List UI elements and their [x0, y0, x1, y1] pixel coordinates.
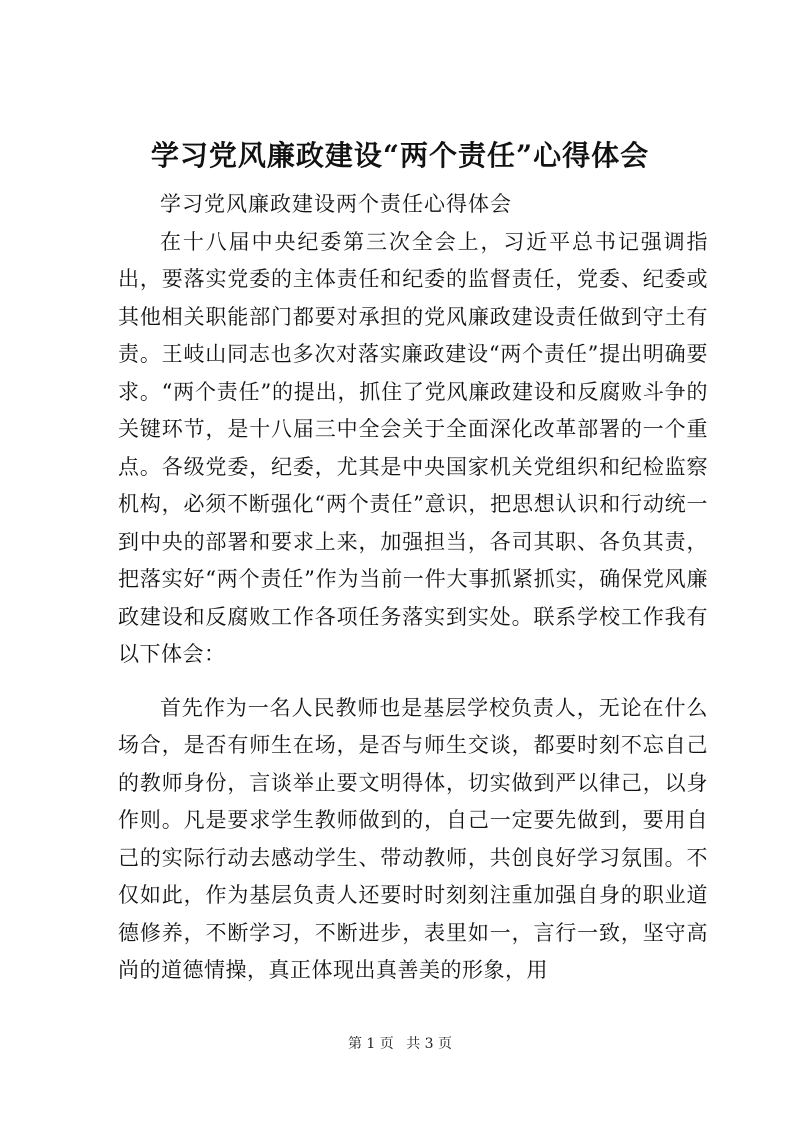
body-paragraph-2: 首先作为一名人民教师也是基层学校负责人，无论在什么场合，是否有师生在场，是否与师生交谈，都要时刻不忘自己的教师身份，言谈举止要文明得体，切实做到严以律己，以身作则。凡是要求学生教师做到的，自己一定要先做到，要用自己的实际行动去感动学生、带动教师，共创良好学习氛围。不仅如此，作为基层负责人还要时时刻刻注重加强自身的职业道德修养，不断学习，不断进步，表里如一，言行一致，坚守高尚的道德情操，真正体现出真善美的形象，用	[118, 695, 708, 982]
page-number: 第 1 页	[347, 1036, 394, 1052]
document-subtitle: 学习党风廉政建设两个责任心得体会	[160, 192, 512, 216]
body-paragraph-1: 在十八届中央纪委第三次全会上，习近平总书记强调指出，要落实党委的主体责任和纪委的监督责任，党委、纪委或其他相关职能部门都要对承担的党风廉政建设责任做到守土有责。王岐山同志也多次对落实廉政建设“两个责任”提出明确要求。“两个责任”的提出，抓住了党风廉政建设和反腐败斗争的关键环节，是十八届三中全会关于全面深化改革部署的一个重点。各级党委，纪委，尤其是中央国家机关党组织和纪检监察机构，必须不断强化“两个责任”意识，把思想认识和行动统一到中央的部署和要求上来，加强担当，各司其职、各负其责，把落实好“两个责任”作为当前一件大事抓紧抓实，确保党风廉政建设和反腐败工作各项任务落实到实处。联系学校工作我有以下体会：	[118, 229, 708, 666]
page-total: 共 3 页	[406, 1036, 453, 1052]
document-title: 学习党风廉政建设“两个责任”心得体会	[150, 139, 650, 172]
page-footer	[0, 1034, 800, 1054]
document-body	[118, 186, 708, 990]
